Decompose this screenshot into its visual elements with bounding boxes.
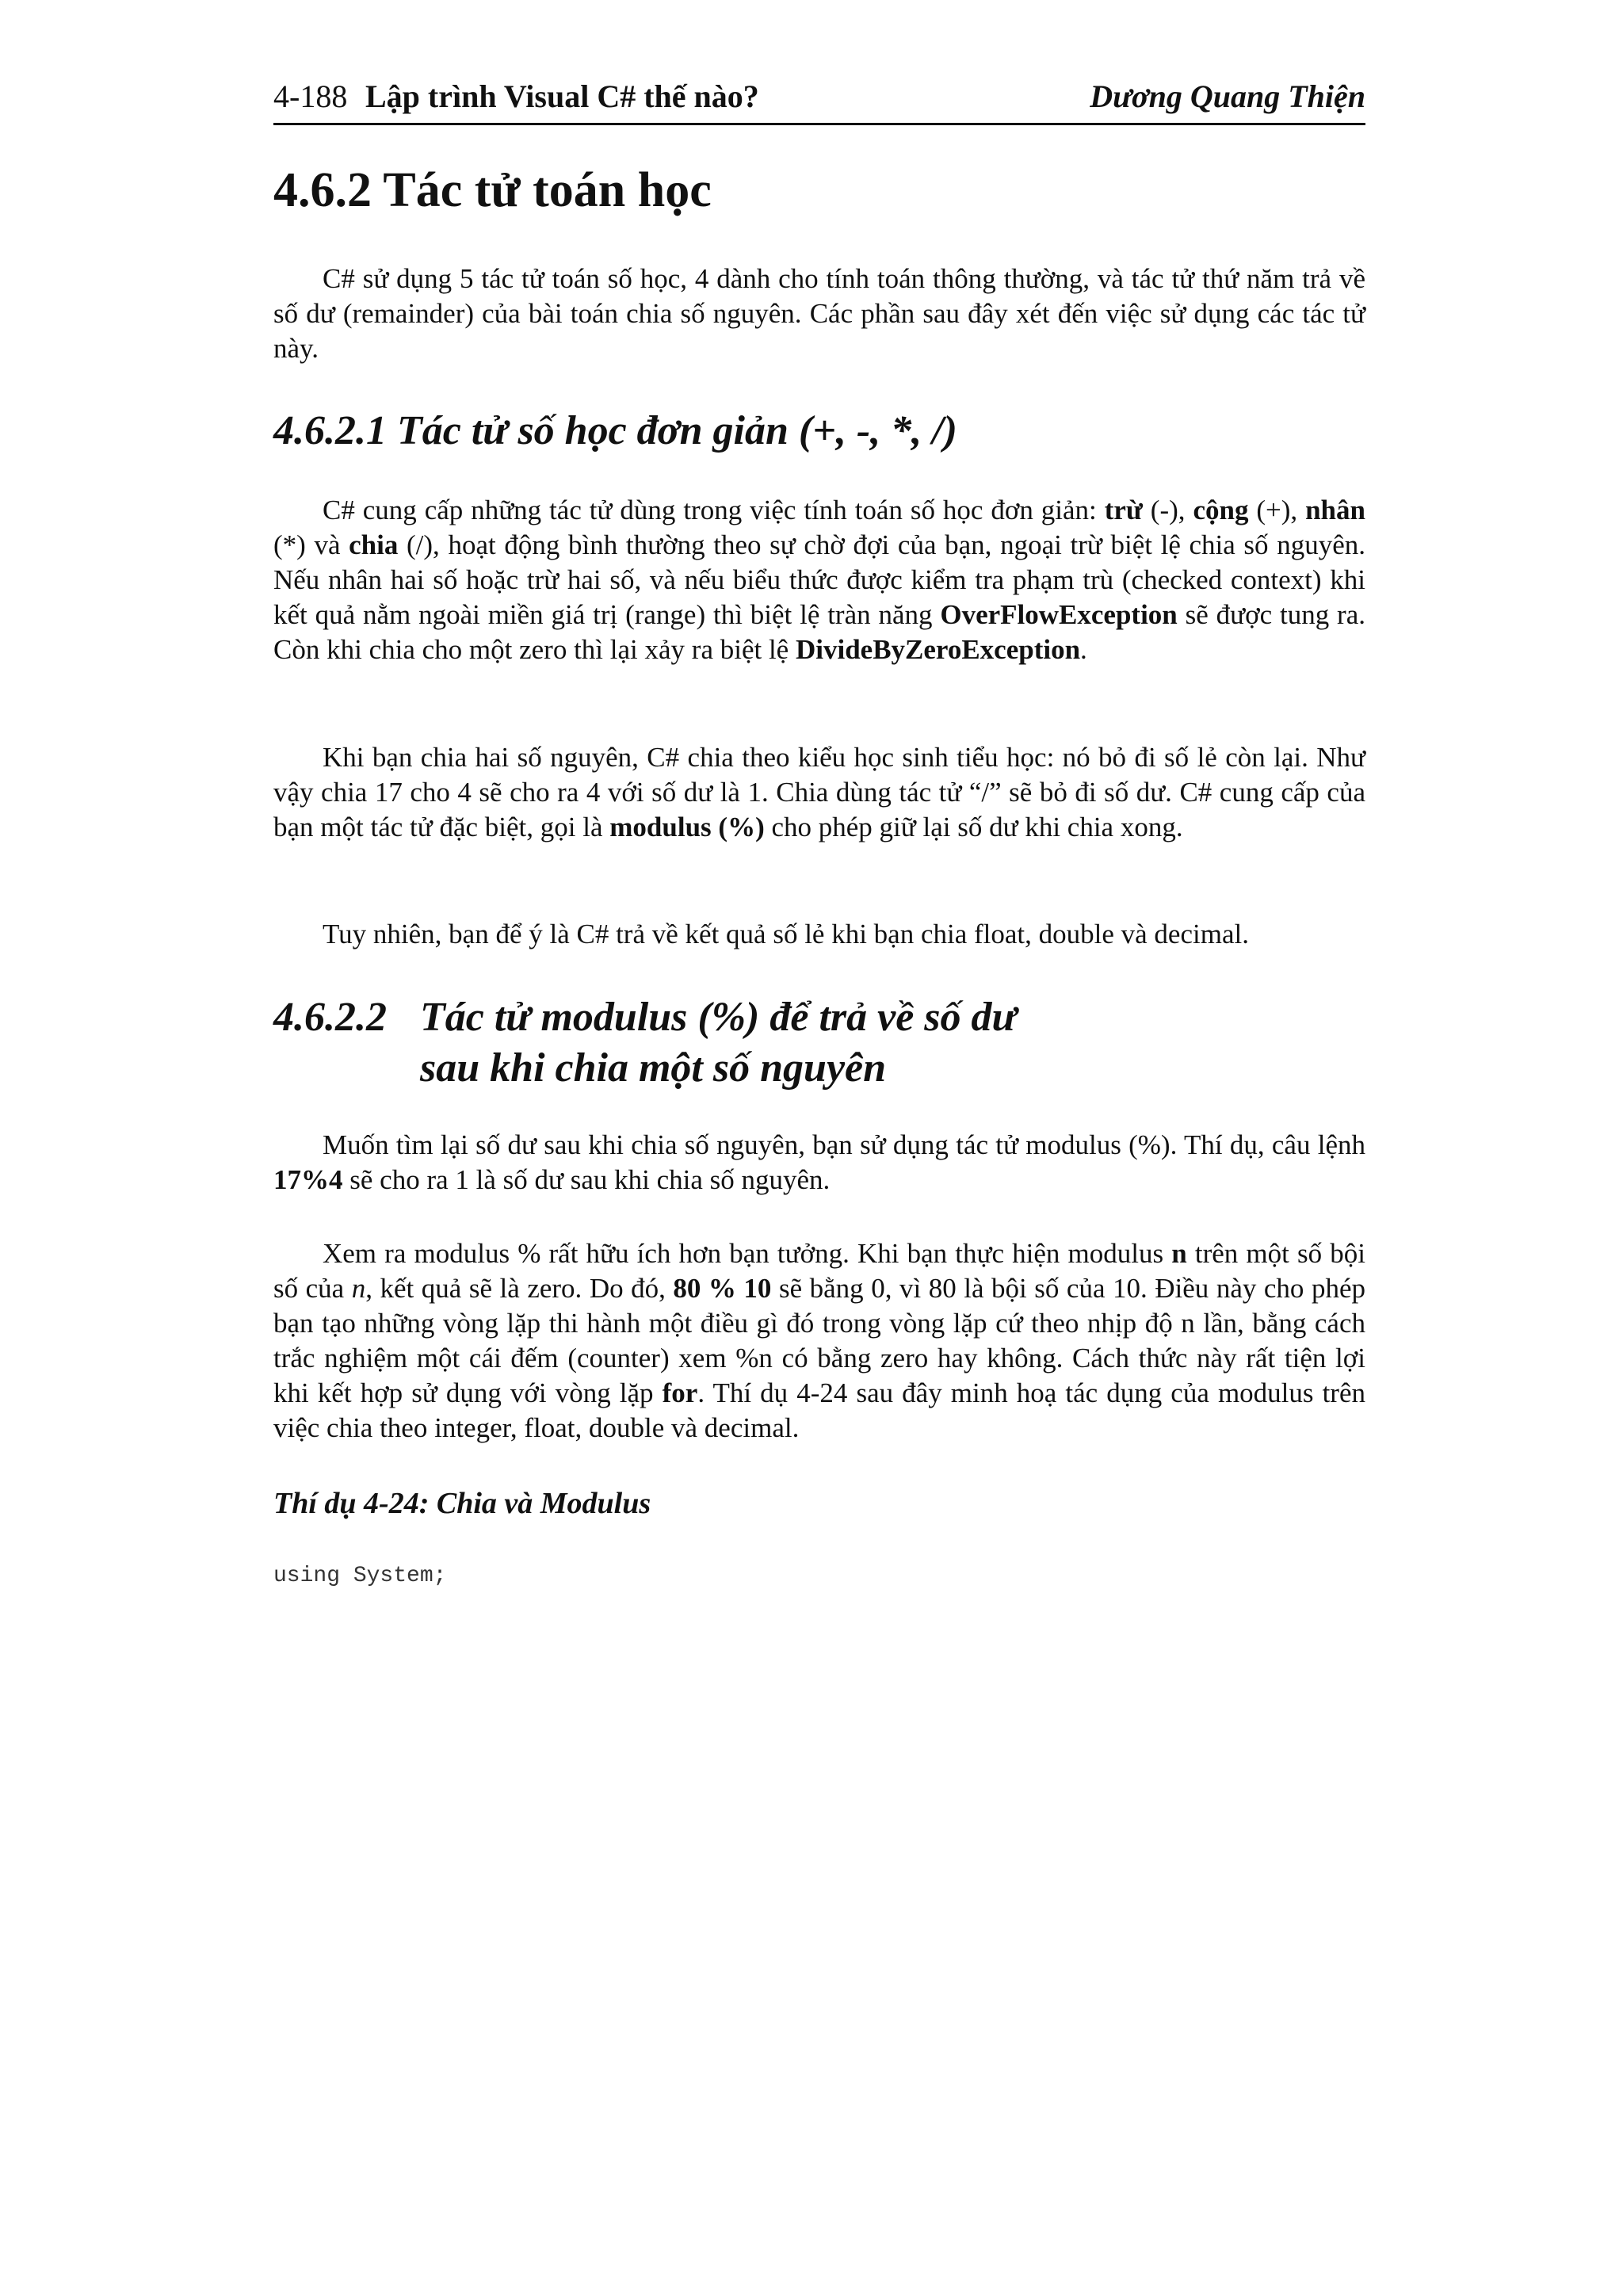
author-name: Dương Quang Thiện [1090,78,1365,114]
code-line: using System; [273,1564,447,1588]
paragraph-modulus-usage: Xem ra modulus % rất hữu ích hơn bạn tưởng. Khi bạn thực hiện modulus n trên một số bội số của n, kết quả sẽ là zero. Do đó, 80 % 10 sẽ bằng 0, vì 80 là bội số của 10. Điều này cho phép bạn tạo những vòng lặp thi hành một điều gì đó trong vòng lặp cứ theo nhịp độ n lần, bằng cách trắc nghiệm một cái đếm (counter) xem %n có bằng zero hay không. Cách thức này rất tiện lợi khi kết hợp sử dụng với vòng lặp for. Thí dụ 4-24 sau đây minh hoạ tác dụng của modulus trên việc chia theo integer, float, double và decimal. [273,1238,1365,1443]
book-title: Lập trình Visual C# thế nào? [365,78,759,114]
section-heading: 4.6.2 Tác tử toán học [273,163,712,217]
paragraph-integer-division: Khi bạn chia hai số nguyên, C# chia theo kiểu học sinh tiểu học: nó bỏ đi số lẻ còn lại. Như vậy chia 17 cho 4 sẽ cho ra 4 với số dư là 1. Chia dùng tác tử “/” sẽ bỏ đi số dư. C# cung cấp của bạn một tác tử đặc biệt, gọi là modulus (%) cho phép giữ lại số dư khi chia xong. [273,742,1365,842]
page-number: 4-188 [273,78,348,114]
intro-paragraph: C# sử dụng 5 tác tử toán số học, 4 dành cho tính toán thông thường, và tác tử thứ năm trả về số dư (remainder) của bài toán chia số nguyên. Các phần sau đây xét đến việc sử dụng các tác tử này. [273,263,1365,364]
paragraph-modulus-intro: Muốn tìm lại số dư sau khi chia số nguyên, bạn sử dụng tác tử modulus (%). Thí dụ, câu lệnh 17%4 sẽ cho ra 1 là số dư sau khi chia số nguyên. [273,1129,1365,1195]
paragraph-basic-operators: C# cung cấp những tác tử dùng trong việc tính toán số học đơn giản: trừ (-), cộng (+), nhân (*) và chia (/), hoạt động bình thường theo sự chờ đợi của bạn, ngoại trừ biệt lệ chia số nguyên. Nếu nhân hai số hoặc trừ hai số, và nếu biểu thức được kiểm tra phạm trù (checked context) khi kết quả nằm ngoài miền giá trị (range) thì biệt lệ tràn năng OverFlowException sẽ được tung ra. Còn khi chia cho một zero thì lại xảy ra biệt lệ DivideByZeroException. [273,495,1365,665]
subsection-heading-1: 4.6.2.1 Tác tử số học đơn giản (+, -, *, /) [273,408,957,453]
subsection-heading-2: 4.6.2.2 Tác tử modulus (%) để trả về số dư sau khi chia một số nguyên [273,995,1017,1091]
paragraph-float-division: Tuy nhiên, bạn để ý là C# trả về kết quả số lẻ khi bạn chia float, double và decimal. [323,919,1249,949]
page-header [273,73,1365,125]
example-caption: Thí dụ 4-24: Chia và Modulus [273,1487,651,1520]
